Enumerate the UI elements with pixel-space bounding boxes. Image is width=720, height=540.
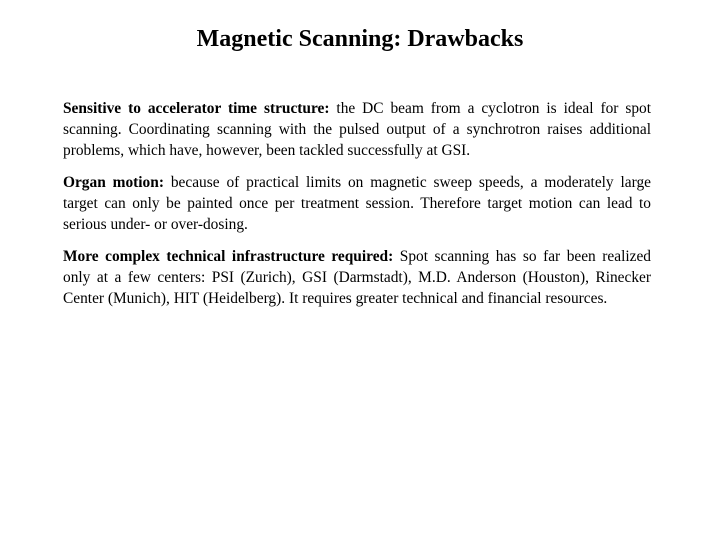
paragraph-accelerator-time-structure	[63, 98, 651, 161]
slide-title: Magnetic Scanning: Drawbacks	[196, 26, 524, 52]
paragraph-text: Spot scanning has so far been realized only at a few centers: PSI (Zurich), GSI (Darmstadt), M.D. Anderson (Houston), Rinecker Center (Munich), HIT (Heidelberg). It requires greater technical and financial resources.	[63, 248, 651, 307]
paragraph-lead: Sensitive to accelerator time structure:	[63, 100, 330, 117]
slide-body	[63, 98, 651, 320]
paragraph-technical-infrastructure	[63, 246, 651, 309]
paragraph-text: because of practical limits on magnetic sweep speeds, a moderately large target can only be painted once per treatment session. Therefore target motion can lead to serious under- or over-dosing.	[63, 174, 651, 233]
paragraph-lead: More complex technical infrastructure required:	[63, 248, 394, 265]
paragraph-lead: Organ motion:	[63, 174, 164, 191]
paragraph-organ-motion	[63, 172, 651, 235]
paragraph-text: the DC beam from a cyclotron is ideal for spot scanning. Coordinating scanning with the pulsed output of a synchrotron raises additional problems, which have, however, been tackled successfully at GSI.	[63, 100, 651, 159]
